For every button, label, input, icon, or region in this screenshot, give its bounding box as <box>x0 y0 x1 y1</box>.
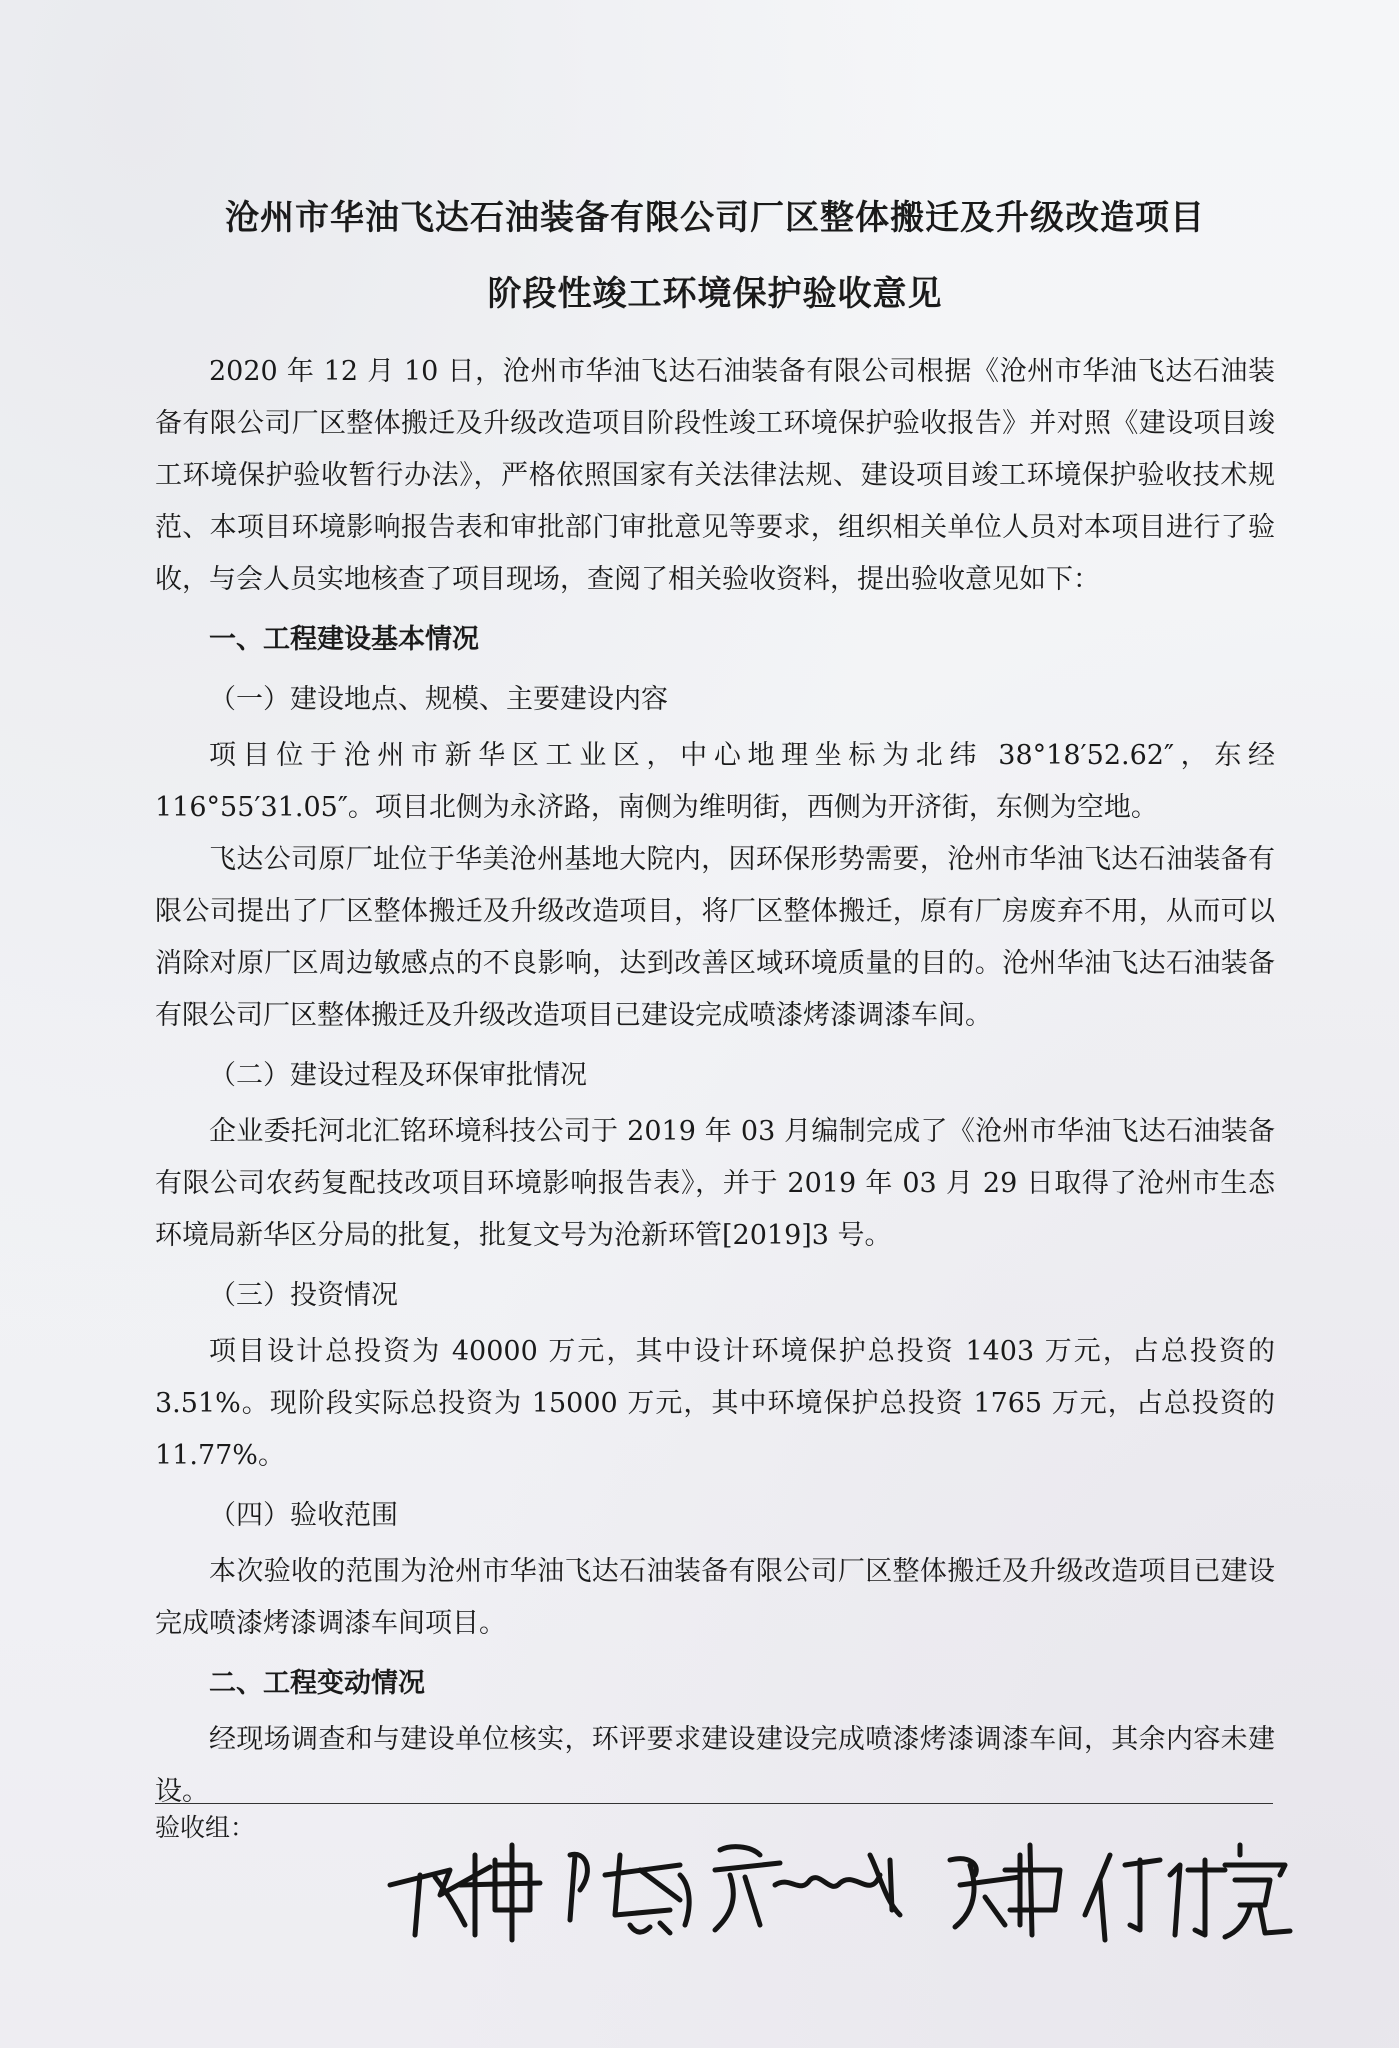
section1-sub1-heading: （一）建设地点、规模、主要建设内容 <box>209 684 668 715</box>
intro-paragraph: 2020 年 12 月 10 日，沧州市华油飞达石油装备有限公司根据《沧州市华油飞达石油装备有限公司厂区整体搬迁及升级改造项目阶段性竣工环境保护验收报告》并对照《建设项目竣工环境保护验收暂行办法》，严格依照国家有关法律法规、建设项目竣工环境保护验收技术规范、本项目环境影响报告表和审批部门审批意见等要求，组织相关单位人员对本项目进行了验收，与会人员实地核查了项目现场，查阅了相关验收资料，提出验收意见如下： <box>155 356 1275 595</box>
changes-paragraph: 经现场调查和与建设单位核实，环评要求建设建设完成喷漆烤漆调漆车间，其余内容未建设。 <box>155 1724 1275 1807</box>
acceptance-group-label: 验收组： <box>155 1813 256 1842</box>
document-body <box>155 180 1275 1818</box>
investment-paragraph: 项目设计总投资为 40000 万元，其中设计环境保护总投资 1403 万元，占总投资的 3.51%。现阶段实际总投资为 15000 万元，其中环境保护总投资 1765 万元，占总投资的 11.77%。 <box>155 1336 1275 1471</box>
signature-5 <box>1085 1845 1290 1940</box>
signature-3 <box>715 1847 900 1930</box>
section1-sub2-heading: （二）建设过程及环保审批情况 <box>209 1060 587 1091</box>
signature-2 <box>570 1854 689 1933</box>
signature-1 <box>390 1845 540 1940</box>
document-title-line2: 阶段性竣工环境保护验收意见 <box>487 274 943 314</box>
section1-sub3-heading: （三）投资情况 <box>209 1280 398 1311</box>
section2-heading: 二、工程变动情况 <box>209 1668 425 1699</box>
signature-4 <box>950 1845 1060 1935</box>
handwritten-signatures <box>380 1815 1310 1955</box>
signature-divider <box>155 1803 1273 1804</box>
location-paragraph: 项目位于沧州市新华区工业区，中心地理坐标为北纬 38°18′52.62″，东经 116°55′31.05″。项目北侧为永济路，南侧为维明街，西侧为开济街，东侧为空地。 <box>155 740 1275 823</box>
approval-paragraph: 企业委托河北汇铭环境科技公司于 2019 年 03 月编制完成了《沧州市华油飞达石油装备有限公司农药复配技改项目环境影响报告表》，并于 2019 年 03 月 29 日取得了沧州市生态环境局新华区分局的批复，批复文号为沧新环管[2019]3 号。 <box>155 1116 1275 1251</box>
document-title-line1: 沧州市华油飞达石油装备有限公司厂区整体搬迁及升级改造项目 <box>225 198 1205 238</box>
background-paragraph: 飞达公司原厂址位于华美沧州基地大院内，因环保形势需要，沧州市华油飞达石油装备有限公司提出了厂区整体搬迁及升级改造项目，将厂区整体搬迁，原有厂房废弃不用，从而可以消除对原厂区周边敏感点的不良影响，达到改善区域环境质量的目的。沧州华油飞达石油装备有限公司厂区整体搬迁及升级改造项目已建设完成喷漆烤漆调漆车间。 <box>155 844 1275 1031</box>
section1-sub4-heading: （四）验收范围 <box>209 1500 398 1531</box>
section1-heading: 一、工程建设基本情况 <box>209 624 479 655</box>
scope-paragraph: 本次验收的范围为沧州市华油飞达石油装备有限公司厂区整体搬迁及升级改造项目已建设完成喷漆烤漆调漆车间项目。 <box>155 1556 1275 1639</box>
